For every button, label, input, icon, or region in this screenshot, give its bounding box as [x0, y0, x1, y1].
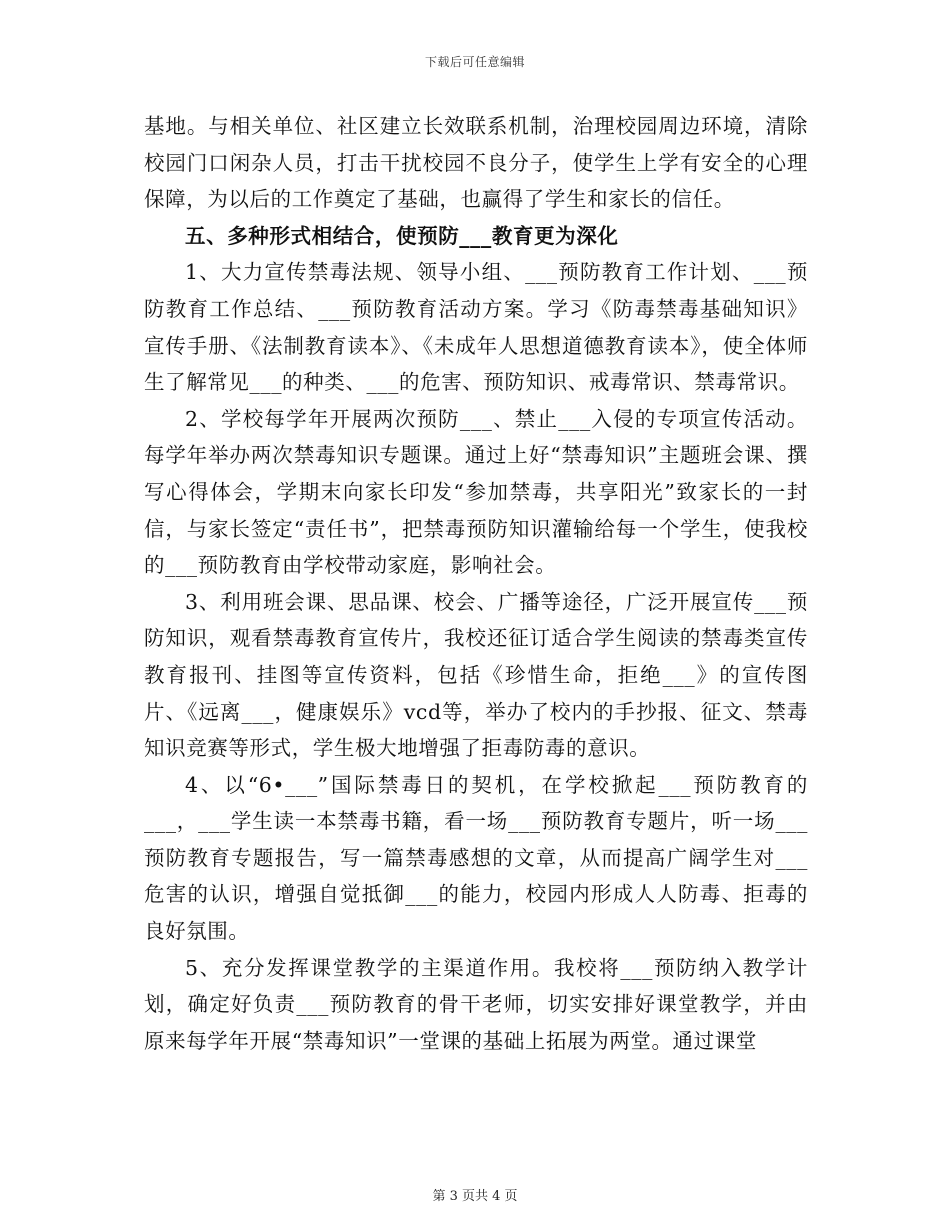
- continuation-paragraph: 基地。与相关单位、社区建立长效联系机制，治理校园周边环境，清除校园门口闲杂人员，打击干扰校园不良分子，使学生上学有安全的心理保障，为以后的工作奠定了基础，也赢得了学生和家长的信任。: [144, 114, 808, 212]
- paragraph-4: 4、以“6•___”国际禁毒日的契机，在学校掀起___预防教育的___，___学生读一本禁毒书籍，看一场___预防教育专题片，听一场___预防教育专题报告，写一篇禁毒感想的文章，从而提高广阔学生对___危害的认识，增强自觉抵御___的能力，校园内形成人人防毒、拒毒的良好氛围。: [144, 772, 808, 944]
- paragraph-2: 2、学校每学年开展两次预防___、禁止___入侵的专项宣传活动。每学年举办两次禁毒知识专题课。通过上好“禁毒知识”主题班会课、撰写心得体会，学期末向家长印发“参加禁毒，共享阳光”致家长的一封信，与家长签定“责任书”，把禁毒预防知识灌输给每一个学生，使我校的___预防教育由学校带动家庭，影响社会。: [144, 406, 808, 578]
- paragraph-1: 1、大力宣传禁毒法规、领导小组、___预防教育工作计划、___预防教育工作总结、___预防教育活动方案。学习《防毒禁毒基础知识》宣传手册、《法制教育读本》、《未成年人思想道德教育读本》，使全体师生了解常见___的种类、___的危害、预防知识、戒毒常识、禁毒常识。: [144, 260, 808, 395]
- paragraph-3: 3、利用班会课、思品课、校会、广播等途径，广泛开展宣传___预防知识，观看禁毒教育宣传片，我校还征订适合学生阅读的禁毒类宣传教育报刊、挂图等宣传资料，包括《珍惜生命，拒绝___》的宣传图片、《远离___，健康娱乐》vcd等，举办了校内的手抄报、征文、禁毒知识竞赛等形式，学生极大地增强了拒毒防毒的意识。: [144, 589, 808, 761]
- document-body: [144, 108, 808, 1059]
- paragraph-5: 5、充分发挥课堂教学的主渠道作用。我校将___预防纳入教学计划，确定好负责___预防教育的骨干老师，切实安排好课堂教学，并由原来每学年开展“禁毒知识”一堂课的基础上拓展为两堂。通过课堂: [144, 955, 808, 1053]
- page-header: 下载后可任意编辑: [424, 55, 525, 69]
- section-heading: 五、多种形式相结合，使预防___教育更为深化: [185, 223, 619, 248]
- page-footer: 第 3 页共 4 页: [432, 1189, 518, 1204]
